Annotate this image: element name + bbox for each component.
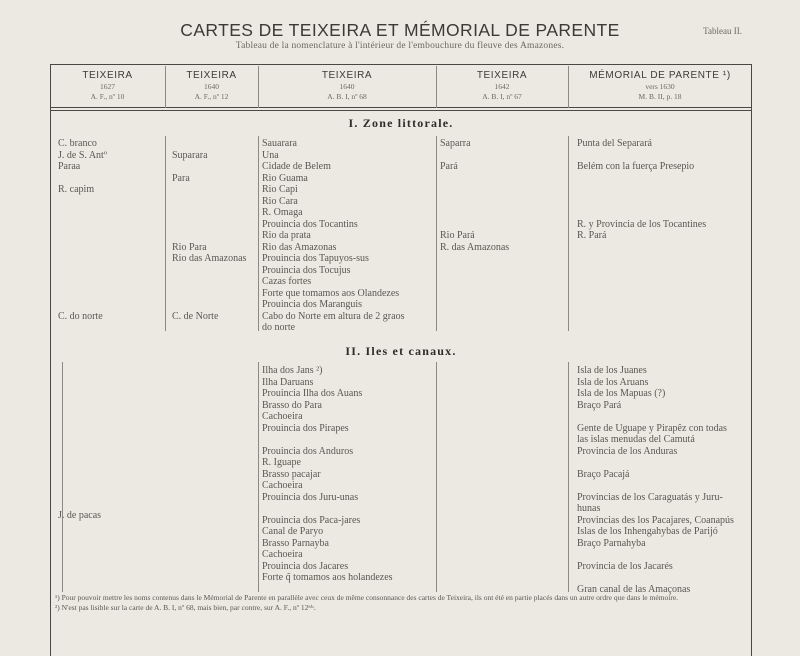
table-cell: Rio Capi xyxy=(262,184,298,195)
column-header xyxy=(436,70,568,102)
table-cell: J. de S. Antº xyxy=(58,149,107,161)
table-cell: Forte que tomamos aos Olandezes xyxy=(262,287,400,299)
column-divider xyxy=(258,362,259,592)
column-divider xyxy=(165,136,166,331)
column-header-ref: A. F., nº 10 xyxy=(90,92,125,101)
table-cell: Cazas fortes xyxy=(262,276,312,287)
table-cell: Rio Pará xyxy=(440,230,475,241)
table-cell: Rio Guama xyxy=(262,172,308,184)
table-cell: C. do norte xyxy=(58,310,103,322)
column-divider xyxy=(568,136,569,331)
table-cell: Rio Cara xyxy=(262,195,298,207)
table-cell: Suparara xyxy=(172,149,208,161)
column-divider xyxy=(258,136,259,331)
section-title-canaux: II. Iles et canaux. xyxy=(345,344,457,358)
table-cell: Provincia de los Anduras xyxy=(577,445,678,457)
table-cell: R. capim xyxy=(58,184,95,195)
column-header xyxy=(568,70,752,102)
table-cell: J. de pacas xyxy=(58,510,102,521)
tableau-label: Tableau II. xyxy=(703,26,742,36)
table-cell: Prouincia dos Tapuyos-sus xyxy=(262,253,369,264)
table-cell: Para xyxy=(172,172,190,184)
column-divider xyxy=(436,136,437,331)
table-cell: Una xyxy=(262,149,279,161)
table-cell: Isla de los Mapuas (?) xyxy=(577,388,666,399)
column-header-name: TEIXEIRA xyxy=(82,70,133,81)
table-cell: Prouincia dos Juru-unas xyxy=(262,491,359,503)
column-divider xyxy=(62,362,63,592)
table-cell: Cabo do Norte em altura de 2 graos xyxy=(262,310,405,322)
table-cell: hunas xyxy=(577,503,601,514)
table-cell: Rio da prata xyxy=(262,230,311,241)
table-cell: Cidade de Belem xyxy=(262,161,331,172)
table-cell: Prouincia Ilha dos Auans xyxy=(262,388,363,399)
table-cell: Pará xyxy=(440,161,458,172)
table-cell: Gran canal de las Amaçonas xyxy=(577,583,691,595)
column-header-name: TEIXEIRA xyxy=(321,70,373,81)
table-cell: Cachoeira xyxy=(262,480,303,491)
table-cell: Paraa xyxy=(58,161,81,172)
table-cell: R. das Amazonas xyxy=(440,241,510,253)
column-header xyxy=(258,70,436,102)
column-header-year: 1640 xyxy=(204,82,219,91)
footnote: ¹) Pour pouvoir mettre les noms contenus dans le Mémorial de Parente en parallèle avec ceux de même consonnance des cartes de Teixeira, ils ont été en partie placés dans un autre ordre que dans le mémoire. xyxy=(55,593,679,602)
table-cell: do norte xyxy=(262,322,296,333)
table-cell: Prouincia dos Maranguis xyxy=(262,299,362,310)
table-cell: Prouincia dos Jacares xyxy=(262,560,349,572)
table-cell: Sauarara xyxy=(262,138,297,149)
table-cell: Provincias de los Caraguatás y Juru- xyxy=(577,491,723,503)
table-cell: las islas menudas del Camutá xyxy=(577,434,695,445)
page-title: CARTES DE TEIXEIRA ET MÉMORIAL DE PARENTE xyxy=(180,20,620,40)
table-cell: Provincias des los Pacajares, Coanapús xyxy=(577,514,734,526)
table-cell: Cachoeira xyxy=(262,549,303,560)
column-header xyxy=(50,70,165,102)
table-cell: Prouincia dos Anduros xyxy=(262,445,354,457)
table-cell: Braço Pacajá xyxy=(577,468,630,480)
column-header-ref: A. B. I, nº 67 xyxy=(482,92,522,101)
table-cell: Ilha Daruans xyxy=(262,376,314,388)
table-cell: Prouincia dos Pirapes xyxy=(262,422,349,434)
table-cell: Gente de Uguape y Pirapêz con todas xyxy=(577,422,727,434)
table-cell: C. de Norte xyxy=(172,310,219,322)
table-cell: R. Iguape xyxy=(262,457,301,468)
column-header-year: 1627 xyxy=(100,82,115,91)
table-cell: Brasso pacajar xyxy=(262,468,321,480)
footnote: ²) N'est pas lisible sur la carte de A. B. I, nº 68, mais bien, par contre, sur A. F., nº 12ᵇⁱˢ. xyxy=(55,602,316,612)
table-cell: Forte q̃ tomamos aos holandezes xyxy=(262,572,393,583)
column-header-name: MÉMORIAL DE PARENTE ¹) xyxy=(589,70,731,81)
column-header-ref: A. F., nº 12 xyxy=(194,92,229,101)
header-rule xyxy=(50,107,752,108)
table-cell: R. Pará xyxy=(577,230,607,241)
header-rule-inner xyxy=(50,110,752,111)
table-cell: Rio Para xyxy=(172,241,207,253)
table-cell: Prouincia dos Tocantins xyxy=(262,218,358,230)
table-cell: Saparra xyxy=(440,138,471,149)
table-cell: R. y Provincia de los Tocantines xyxy=(577,218,707,230)
table-cell: Isla de los Juanes xyxy=(577,365,647,376)
footnotes xyxy=(55,593,750,612)
column-header-ref: A. B. I, nº 68 xyxy=(327,92,367,101)
column-header-year: 1640 xyxy=(339,82,355,91)
table-cell: Prouincia dos Tocujus xyxy=(262,264,351,276)
column-header xyxy=(165,70,258,102)
table-cell: Islas de los Inhengahybas de Parijó xyxy=(577,526,718,537)
table-cell: Cachoeira xyxy=(262,411,303,422)
table-cell: Punta del Separará xyxy=(577,138,652,149)
table-cell: R. Omaga xyxy=(262,207,303,218)
column-header-ref: M. B. II, p. 18 xyxy=(638,92,682,101)
column-header-year: 1642 xyxy=(494,82,510,91)
table-cell: Rio das Amazonas xyxy=(172,253,247,264)
section-title-littorale: I. Zone littorale. xyxy=(348,116,454,130)
column-header-year: vers 1630 xyxy=(645,82,675,91)
table-cell: C. branco xyxy=(58,138,97,149)
table-cell: Brasso do Para xyxy=(262,399,322,411)
column-divider xyxy=(568,362,569,592)
table-cell: Braço Pará xyxy=(577,399,622,411)
table-cell: Braço Parnahyba xyxy=(577,537,646,549)
table-cell: Prouincia dos Paca-jares xyxy=(262,514,361,526)
table-cell: Brasso Parnayba xyxy=(262,537,329,549)
column-header-name: TEIXEIRA xyxy=(186,70,237,81)
page-subtitle: Tableau de la nomenclature à l'intérieur de l'embouchure du fleuve des Amazones. xyxy=(235,41,565,51)
column-header-name: TEIXEIRA xyxy=(476,70,528,81)
table-cell: Isla de los Aruans xyxy=(577,376,649,388)
table-cell: Ilha dos Jans ²) xyxy=(262,365,323,376)
column-divider xyxy=(436,362,437,592)
table-cell: Rio das Amazonas xyxy=(262,241,337,253)
table-cell: Provincia de los Jacarés xyxy=(577,560,673,572)
table-cell: Belém con la fuerça Presepio xyxy=(577,161,695,172)
table-cell: Canal de Paryo xyxy=(262,526,324,537)
